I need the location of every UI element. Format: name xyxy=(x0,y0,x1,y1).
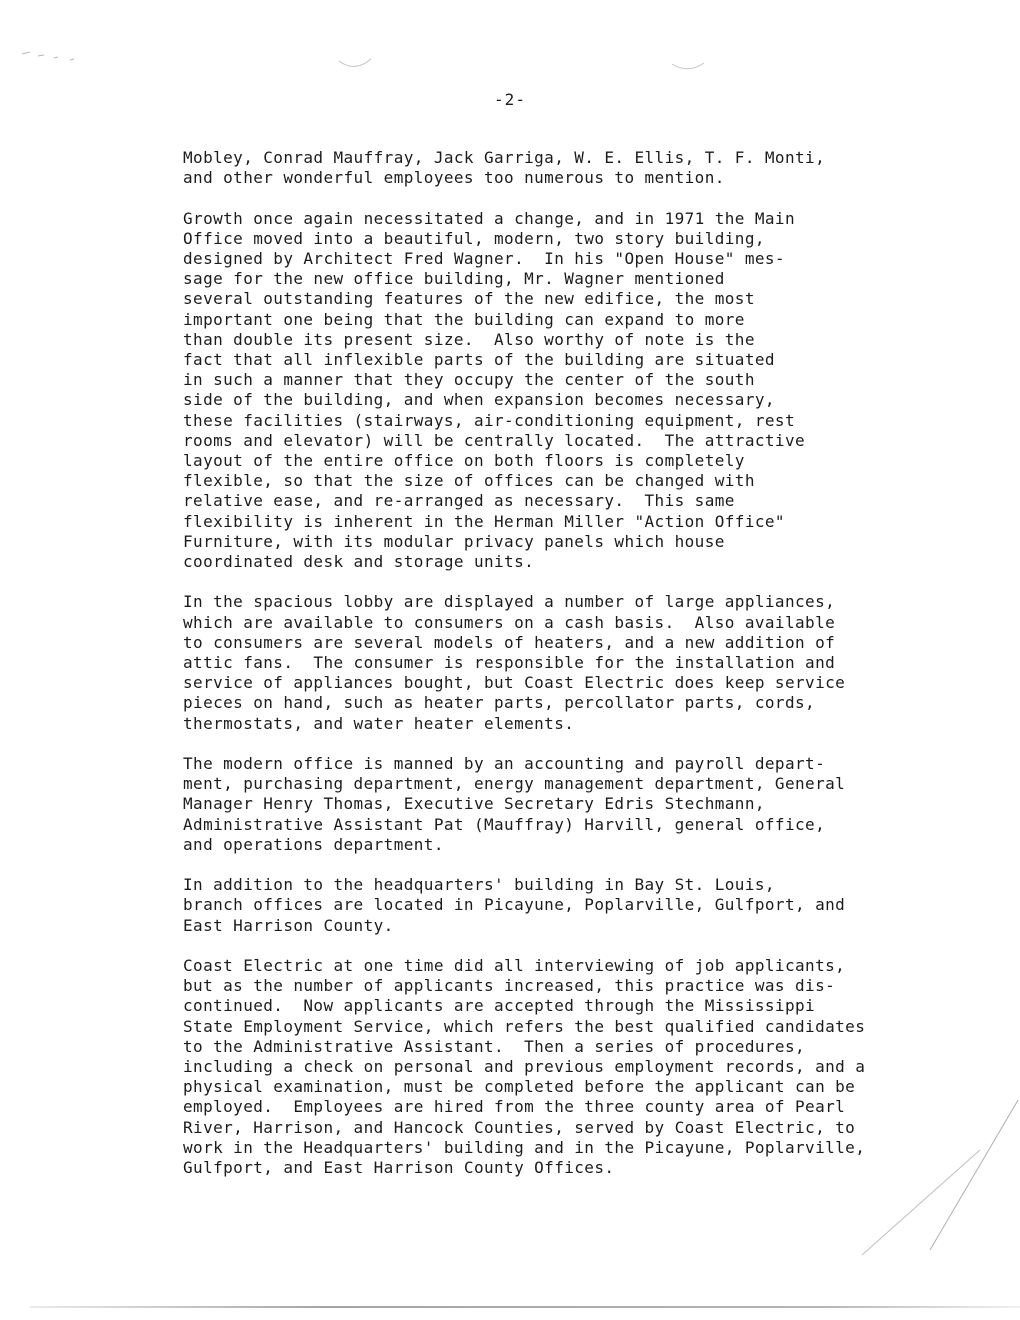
text-line: Gulfport, and East Harrison County Offices. xyxy=(183,1158,615,1178)
text-line: flexible, so that the size of offices can be changed with xyxy=(183,471,755,491)
text-line: In addition to the headquarters' building in Bay St. Louis, xyxy=(183,875,775,895)
text-line: work in the Headquarters' building and in the Picayune, Poplarville, xyxy=(183,1137,866,1157)
text-line: pieces on hand, such as heater parts, percollator parts, cords, xyxy=(183,693,816,713)
text-line: and other wonderful employees too numerous to mention. xyxy=(183,168,725,188)
text-line: layout of the entire office on both floors is completely xyxy=(183,451,745,471)
text-line: sage for the new office building, Mr. Wagner mentioned xyxy=(183,269,725,289)
text-line: and operations department. xyxy=(183,834,444,854)
text-line: coordinated desk and storage units. xyxy=(183,552,535,572)
scan-smudge-mark xyxy=(20,40,110,70)
text-line: relative ease, and re-arranged as necessary. This same xyxy=(183,491,735,511)
text-line: several outstanding features of the new edifice, the most xyxy=(183,289,755,309)
body-text xyxy=(183,148,873,1198)
text-line: but as the number of applicants increased, this practice was dis- xyxy=(183,976,836,996)
text-line: The modern office is manned by an accounting and payroll depart- xyxy=(183,754,826,774)
paragraph xyxy=(183,956,873,1178)
text-line: River, Harrison, and Hancock Counties, served by Coast Electric, to xyxy=(183,1117,856,1137)
text-line: employed. Employees are hired from the three county area of Pearl xyxy=(183,1097,846,1117)
text-line: East Harrison County. xyxy=(183,915,394,935)
text-line: in such a manner that they occupy the center of the south xyxy=(183,370,755,390)
text-line: designed by Architect Fred Wagner. In his "Open House" mes- xyxy=(183,249,785,268)
scan-diagonal-lines xyxy=(860,1090,1020,1260)
text-line: Manager Henry Thomas, Executive Secretary Edris Stechmann, xyxy=(183,794,765,814)
text-line: physical examination, must be completed before the applicant can be xyxy=(183,1077,856,1097)
text-line: fact that all inflexible parts of the building are situated xyxy=(183,350,775,370)
text-line: Coast Electric at one time did all interviewing of job applicants, xyxy=(183,956,846,976)
paragraph xyxy=(183,148,873,188)
text-line: these facilities (stairways, air-conditioning equipment, rest xyxy=(183,410,796,430)
text-line: service of appliances bought, but Coast Electric does keep service xyxy=(183,673,846,693)
text-line: Growth once again necessitated a change, and in 1971 the Main xyxy=(183,208,796,228)
text-line: Office moved into a beautiful, modern, two story building, xyxy=(183,228,765,248)
text-line: rooms and elevator) will be centrally located. The attractive xyxy=(183,430,806,450)
scan-arc-mark xyxy=(335,55,375,73)
text-line: thermostats, and water heater elements. xyxy=(183,713,575,733)
text-line: Furniture, with its modular privacy panels which house xyxy=(183,531,725,551)
page-number: -2- xyxy=(494,90,526,109)
text-line: attic fans. The consumer is responsible for the installation and xyxy=(183,653,836,673)
text-line: flexibility is inherent in the Herman Miller "Action Office" xyxy=(183,511,785,531)
text-line: branch offices are located in Picayune, Poplarville, Gulfport, and xyxy=(183,895,846,915)
paragraph xyxy=(183,209,873,573)
text-line: important one being that the building can expand to more xyxy=(183,309,745,329)
paragraph xyxy=(183,754,873,855)
text-line: Administrative Assistant Pat (Mauffray) Harvill, general office, xyxy=(183,814,826,834)
text-line: than double its present size. Also worthy of note is the xyxy=(183,329,755,349)
text-line: State Employment Service, which refers the best qualified candidates xyxy=(183,1016,866,1036)
text-line: side of the building, and when expansion becomes necessary, xyxy=(183,390,775,410)
scan-arc-mark xyxy=(668,58,708,76)
text-line: which are available to consumers on a cash basis. Also available xyxy=(183,612,836,632)
text-line: In the spacious lobby are displayed a number of large appliances, xyxy=(183,592,836,612)
text-line: Mobley, Conrad Mauffray, Jack Garriga, W. E. Ellis, T. F. Monti, xyxy=(183,148,826,167)
text-line: ment, purchasing department, energy management department, General xyxy=(183,774,846,794)
paragraph xyxy=(183,592,873,733)
text-line: continued. Now applicants are accepted through the Mississippi xyxy=(183,996,816,1016)
text-line: to the Administrative Assistant. Then a series of procedures, xyxy=(183,1036,806,1056)
text-line: to consumers are several models of heaters, and a new addition of xyxy=(183,632,836,652)
text-line: including a check on personal and previous employment records, and a xyxy=(183,1057,866,1077)
scan-edge-line xyxy=(30,1306,1020,1308)
paragraph xyxy=(183,875,873,936)
